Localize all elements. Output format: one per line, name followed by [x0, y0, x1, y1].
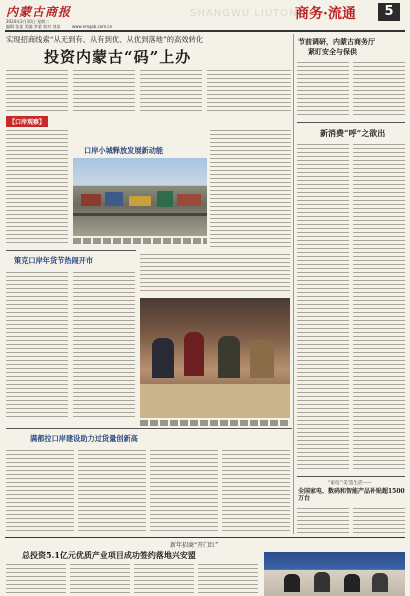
- bottom-headline: 总投资5.1亿元优质产业项目成功签约落地兴安盟: [22, 550, 196, 560]
- lower-body-3: [150, 448, 218, 534]
- right-low-body-2: [353, 506, 405, 534]
- right-top-headline: 紧盯安全与保供: [308, 47, 357, 56]
- center-body-above-photo: [140, 252, 290, 294]
- port-city-photo: [73, 158, 207, 236]
- right-mid-body-1: [297, 142, 349, 472]
- bottom-kicker: 新年招商“开门红”: [170, 542, 219, 549]
- page-number: 5: [378, 3, 400, 21]
- left-story-body-1: [6, 270, 68, 420]
- lead-kicker: 实现招商线索“从无到有、从有到优、从优到落地”的高效转化: [6, 35, 204, 44]
- section-title: 商务·流通: [295, 6, 356, 22]
- website: www.nmgsb.com.cn: [72, 24, 113, 29]
- lower-story-headline: 满都拉口岸建设助力过货量创新高: [30, 434, 138, 443]
- photo-caption-1: [73, 238, 207, 244]
- lead-body-col-4: [207, 68, 291, 112]
- right-top-body-2: [353, 60, 405, 118]
- right-mid-body-2: [353, 142, 405, 472]
- date-line: 2024年2月10日 星期二: [6, 19, 50, 24]
- right-top-kicker: 节前调研，内蒙古商务厅: [298, 37, 375, 46]
- bottom-body-3: [134, 562, 194, 596]
- lead-body-col-2: [73, 68, 135, 112]
- bottom-body-1: [6, 562, 66, 596]
- lead-body-col-3: [140, 68, 202, 112]
- paper-name: 内蒙古商报: [6, 5, 72, 19]
- lead-headline: 投资内蒙古“码”上办: [44, 48, 192, 66]
- masthead-rule: [5, 30, 405, 32]
- column-badge: 【口岸观察】: [6, 116, 48, 127]
- lead-body-col-1: [6, 68, 68, 112]
- middle-story-headline: 口岸小城释放发展新动能: [84, 146, 164, 155]
- photo-caption-2: [140, 420, 290, 426]
- left-story-headline: 策克口岸年货节热闹开市: [14, 256, 94, 265]
- right-low-headline: 全国家电、数码和智能产品补贴超1500万台: [298, 488, 405, 502]
- right-low-kicker: “家电”‘美’造生活——: [328, 481, 372, 486]
- lower-body-2: [78, 448, 146, 534]
- editor-line: 编辑 张某 美编 李某 校对 刘某: [6, 24, 61, 29]
- signing-ceremony-photo: [264, 552, 405, 596]
- faint-slogan: SHANGWU LIUTONG: [190, 8, 307, 19]
- middle-body-right: [210, 128, 291, 248]
- left-body-col: [6, 128, 68, 246]
- lower-body-1: [6, 448, 74, 534]
- right-mid-headline: 新消费“呼”之欲出: [320, 128, 386, 138]
- bottom-body-2: [70, 562, 130, 596]
- bottom-body-4: [198, 562, 258, 596]
- market-photo: [140, 298, 290, 418]
- left-story-body-2: [73, 270, 135, 420]
- right-low-body-1: [297, 506, 349, 534]
- right-top-body-1: [297, 60, 349, 118]
- lower-body-4: [222, 448, 290, 534]
